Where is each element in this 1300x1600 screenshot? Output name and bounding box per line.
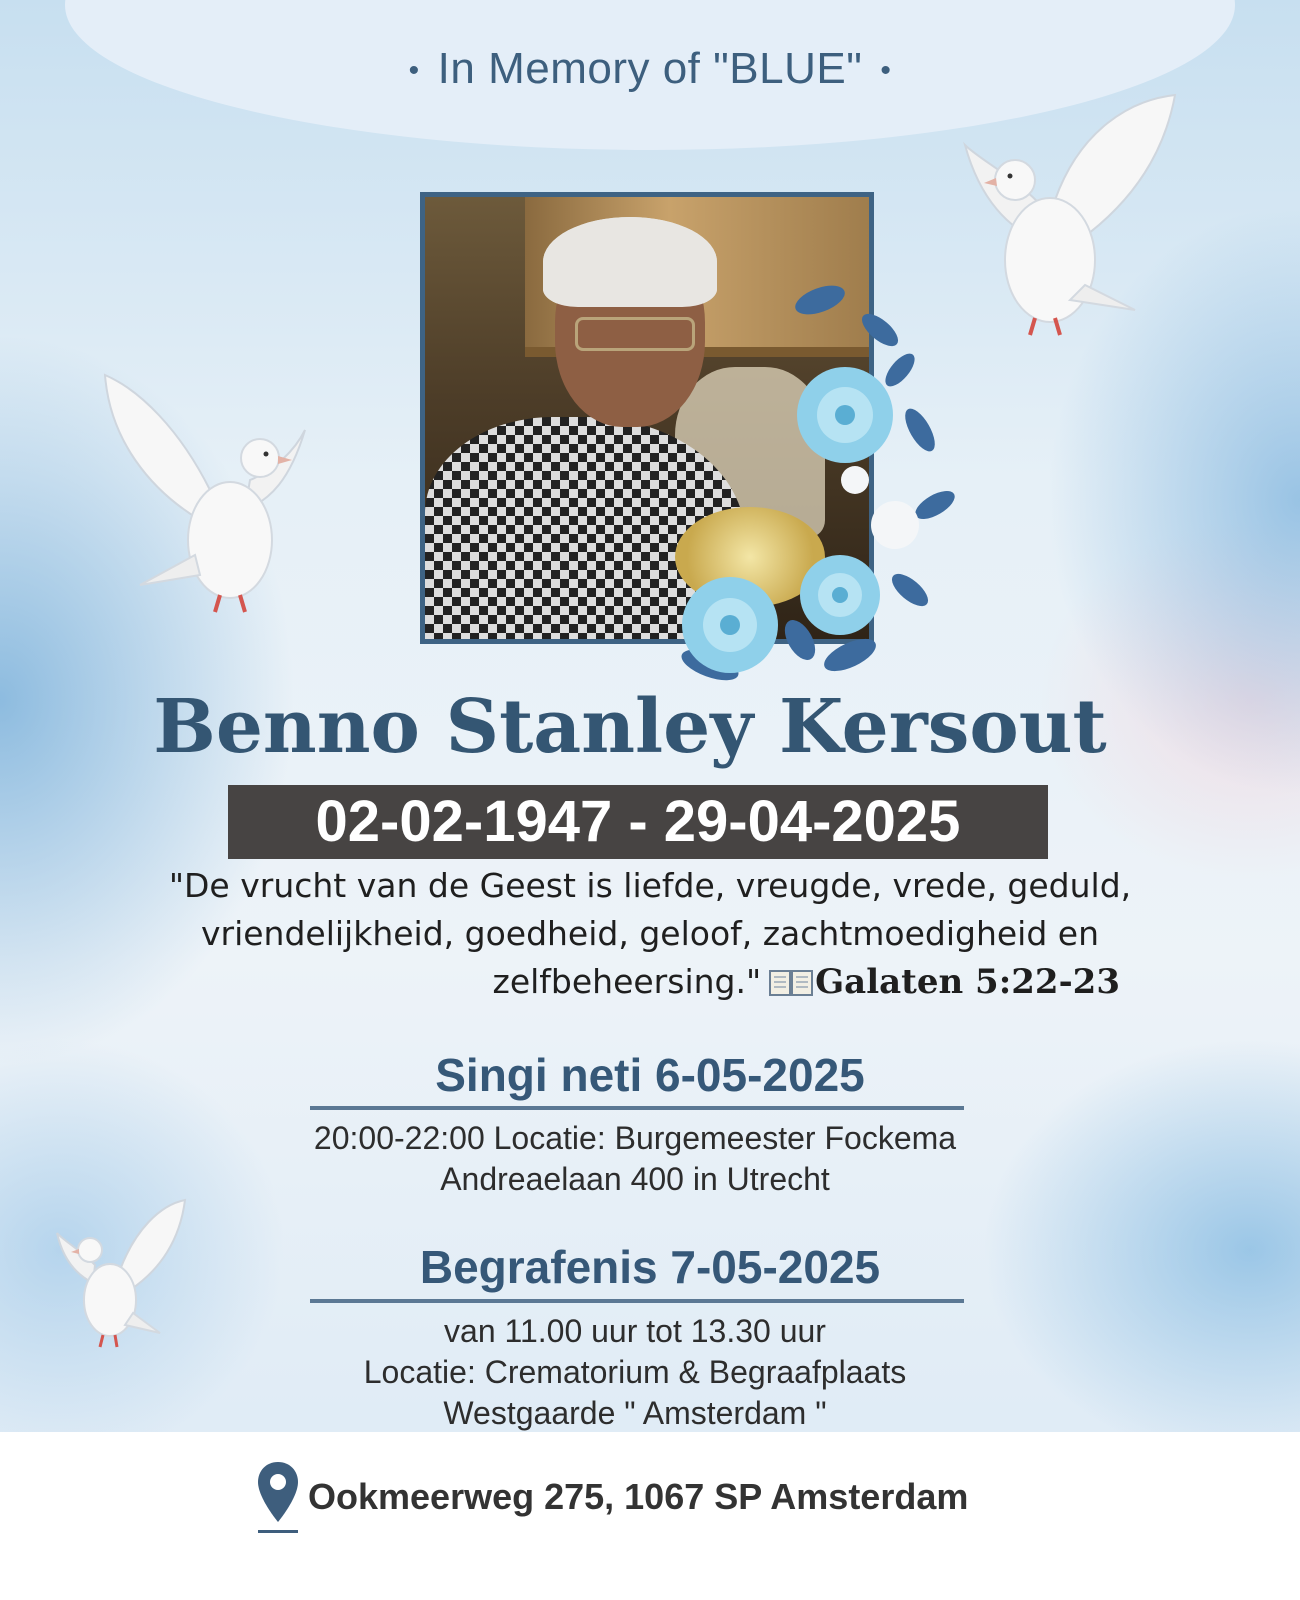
photo-glasses	[575, 317, 695, 351]
verse-line-2: vriendelijkheid, goedheid, geloof, zachtmoedigheid en	[200, 914, 1100, 953]
memory-title-text: In Memory of "BLUE"	[437, 44, 863, 93]
bible-verse	[130, 862, 1170, 1006]
funeral-title: Begrafenis 7-05-2025	[419, 1241, 881, 1293]
flower-bouquet-icon	[650, 260, 970, 700]
wake-divider	[310, 1106, 964, 1110]
funeral-line-1: van 11.00 uur tot 13.30 uur	[444, 1313, 826, 1349]
funeral-line-2: Locatie: Crematorium & Begraafplaats	[363, 1354, 907, 1390]
funeral-line-3: Westgaarde " Amsterdam "	[443, 1395, 827, 1431]
wake-line-2: Andreaelaan 400 in Utrecht	[440, 1161, 830, 1197]
book-icon	[769, 969, 813, 997]
footer-address-bar	[0, 1432, 1300, 1600]
wake-details	[0, 1118, 1270, 1200]
bullet-left: •	[408, 54, 420, 88]
map-pin-icon	[256, 1460, 300, 1536]
verse-line-1: "De vrucht van de Geest is liefde, vreugde, vrede, geduld,	[168, 866, 1132, 905]
memory-title	[0, 44, 1300, 94]
bullet-right: •	[880, 54, 892, 88]
life-dates: 02-02-1947 - 29-04-2025	[228, 785, 1048, 859]
photo-hair-top	[543, 217, 717, 307]
wake-line-1: 20:00-22:00 Locatie: Burgemeester Fockema	[313, 1120, 957, 1156]
verse-line-3-wrap	[130, 958, 1170, 1006]
wake-title: Singi neti 6-05-2025	[435, 1049, 865, 1101]
funeral-details	[0, 1311, 1270, 1434]
funeral-divider	[310, 1299, 964, 1303]
address-text: Ookmeerweg 275, 1067 SP Amsterdam	[308, 1476, 969, 1517]
verse-line-3: zelfbeheersing."	[492, 962, 762, 1001]
verse-reference: Galaten 5:22-23	[815, 962, 1120, 1002]
deceased-name: Benno Stanley Kersout	[153, 684, 1107, 770]
dove-icon	[100, 370, 310, 620]
dove-icon	[960, 90, 1190, 340]
